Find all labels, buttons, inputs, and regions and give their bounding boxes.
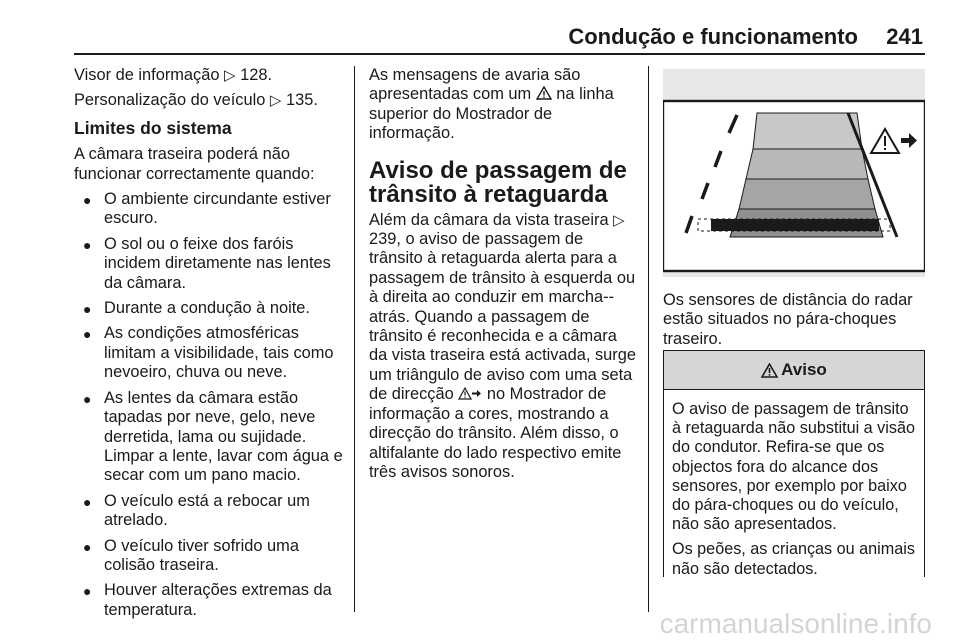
warning-triangle-arrow-icon xyxy=(458,387,482,400)
warning-triangle-icon xyxy=(761,363,778,378)
list-item: ● As condições atmosféricas limitam a visibilidade, tais como nevoeiro, chuva ou neve. xyxy=(83,324,334,382)
warning-box-header xyxy=(664,351,924,390)
cross-reference-arrow-icon: ▷ xyxy=(224,67,236,84)
column-divider-left xyxy=(354,66,355,612)
figure-caption: Os sensores de distância do radar estão situados no pára-choques traseiro. xyxy=(663,291,913,348)
bullet-icon: ● xyxy=(83,390,92,407)
bullet-icon: ● xyxy=(83,192,92,209)
xref-link-visor[interactable]: 128. xyxy=(240,66,273,84)
section-heading-aviso-passagem: Aviso de passagem de trânsito à retaguarda xyxy=(369,156,627,208)
section-heading-limites: Limites do sistema xyxy=(74,117,232,138)
list-item: ● Durante a condução à noite. xyxy=(74,299,348,318)
list-item: ● O sol ou o feixe dos faróis incidem diretamente nas lentes da câmara. xyxy=(83,234,331,292)
list-item: ● O veículo tiver sofrido uma colisão traseira. xyxy=(83,536,299,574)
warning-box-body xyxy=(664,390,924,579)
cross-reference-arrow-icon: ▷ xyxy=(269,92,282,110)
rear-camera-display-illustration xyxy=(663,69,925,277)
bullet-icon: ● xyxy=(83,493,92,510)
camera-view-graphic xyxy=(663,69,925,277)
cross-reference-arrow-icon: ▷ xyxy=(613,211,625,229)
xref-line-visor: Visor de informação ▷ 128. xyxy=(74,66,273,84)
malfunction-paragraph: As mensagens de avaria são apresentadas com um na linha superior do Mostrador de informação. xyxy=(369,66,614,143)
warning-box-title: Aviso xyxy=(781,360,827,379)
list-item: ● As lentes da câmara estão tapadas por neve, gelo, neve derretida, lama ou sujidade. Limpar a lente, lavar com água e secar com um pano macio. xyxy=(83,388,343,485)
column-divider-right xyxy=(648,66,649,612)
warning-paragraph-2: Os peões, as crianças ou animais não são detectados. xyxy=(672,540,915,578)
warning-box xyxy=(663,350,925,577)
bullet-icon: ● xyxy=(83,583,92,600)
xref-line-personalizacao: Personalização do veículo ▷ 135. xyxy=(74,91,318,110)
column-2 xyxy=(369,66,637,488)
intro-text: A câmara traseira poderá não funcionar correctamente quando: xyxy=(74,145,315,183)
column-1 xyxy=(74,66,348,626)
list-item: ● O ambiente circundante estiver escuro. xyxy=(83,190,331,228)
bullet-icon: ● xyxy=(83,236,92,253)
warning-paragraph-1: O aviso de passagem de trânsito à retaguarda não substitui a visão do condutor. Refira-se que os objectos fora do alcance dos sensores, por exemplo por baixo do pára-choques ou do veículo, não são apresentados. xyxy=(672,400,915,534)
limitations-list xyxy=(74,190,348,620)
warning-triangle-icon xyxy=(536,86,552,100)
bullet-icon: ● xyxy=(83,538,92,555)
header-divider xyxy=(74,53,925,55)
watermark: carmanualsonline.info xyxy=(659,608,932,639)
bullet-icon: ● xyxy=(83,301,92,318)
rcta-paragraph: Além da câmara da vista traseira ▷ 239, o aviso de passagem de trânsito à retaguarda alerta para a passagem de trânsito à esquerda ou à direita ao conduzir em marcha--atrás. Quando a passagem de trânsito é reconhecida e a câmara da vista traseira está activada, surge um triângulo de aviso com uma seta de direcção no Mostrador de informação a cores, mostrando a direcção do trânsito. Além disso, o altifalante do lado respectivo emite três avisos sonoros. xyxy=(369,210,636,481)
bullet-icon: ● xyxy=(83,326,92,343)
xref-link-personalizacao[interactable]: 135. xyxy=(286,91,318,110)
page-header-title: Condução e funcionamento xyxy=(568,24,858,49)
list-item: ● Houver alterações extremas da temperatura. xyxy=(83,581,332,619)
page-number: 241 xyxy=(886,24,923,49)
list-item: ● O veículo está a rebocar um atrelado. xyxy=(83,491,310,530)
